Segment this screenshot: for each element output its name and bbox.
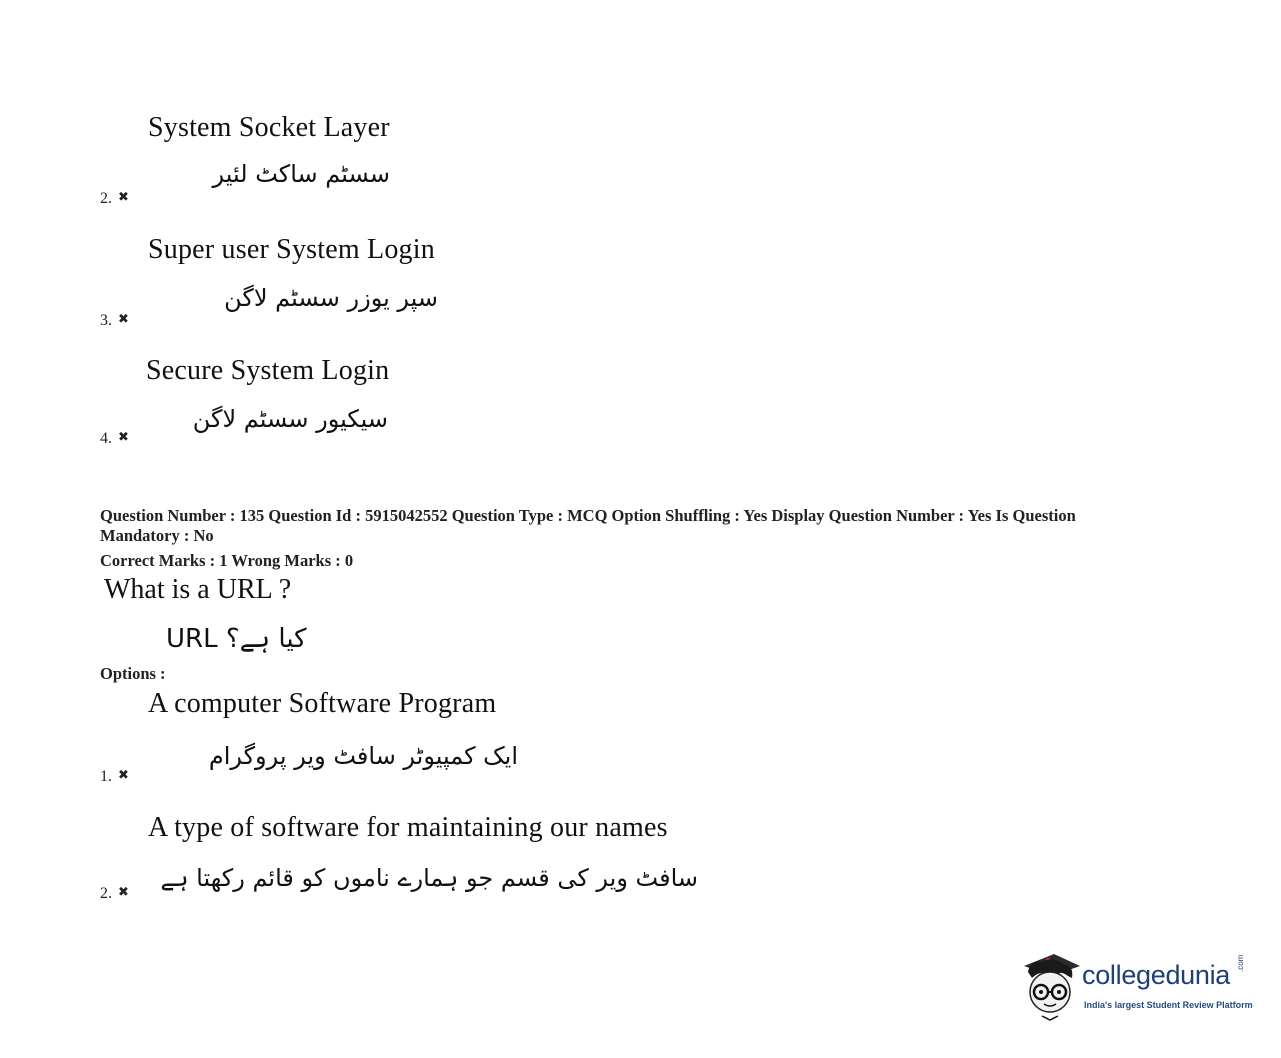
logo-brand-text: collegedunia <box>1082 960 1231 990</box>
question-text-english: What is a URL ? <box>104 574 292 605</box>
cross-icon: ✖ <box>118 768 129 783</box>
collegedunia-logo <box>1020 948 1260 1024</box>
prev-option-3-number: 3. ✖ <box>100 312 129 329</box>
option-2-urdu: سافٹ ویر کی قسم جو ہمارے ناموں کو قائم رکھتا ہے <box>160 864 698 892</box>
option-1-urdu: ایک کمپیوٹر سافٹ ویر پروگرام <box>208 742 518 770</box>
prev-option-4-number: 4. ✖ <box>100 430 129 447</box>
option-2-number: 2. ✖ <box>100 885 129 902</box>
cross-icon: ✖ <box>118 885 129 900</box>
option-2-english: A type of software for maintaining our names <box>148 812 668 843</box>
prev-option-3-english: Super user System Login <box>148 234 435 265</box>
prev-option-4-english: Secure System Login <box>146 355 390 386</box>
prev-option-2-number: 2. ✖ <box>100 190 129 207</box>
option-1-number: 1. ✖ <box>100 768 129 785</box>
logo-dotcom-text: .com <box>1236 954 1245 972</box>
mascot-icon <box>1020 948 1082 1024</box>
logo-tagline: India's largest Student Review Platform <box>1084 1000 1253 1010</box>
question-text-urdu: URL کیا ہے؟ <box>166 624 307 654</box>
question-meta: Question Number : 135 Question Id : 5915042552 Question Type : MCQ Option Shuffling : Yes Display Question Number : Yes Is Question Mandatory : No <box>100 506 1076 545</box>
options-label: Options : <box>100 664 166 683</box>
prev-option-3-urdu: سپر یوزر سسٹم لاگن <box>224 284 438 312</box>
option-1-english: A computer Software Program <box>148 688 497 719</box>
cross-icon: ✖ <box>118 312 129 327</box>
prev-option-4-urdu: سیکیور سسٹم لاگن <box>192 405 388 433</box>
cross-icon: ✖ <box>118 190 129 205</box>
cross-icon: ✖ <box>118 430 129 445</box>
question-marks: Correct Marks : 1 Wrong Marks : 0 <box>100 551 354 570</box>
prev-option-2-urdu: سسٹم ساکٹ لئیر <box>212 160 390 188</box>
prev-option-2-english: System Socket Layer <box>148 112 390 143</box>
